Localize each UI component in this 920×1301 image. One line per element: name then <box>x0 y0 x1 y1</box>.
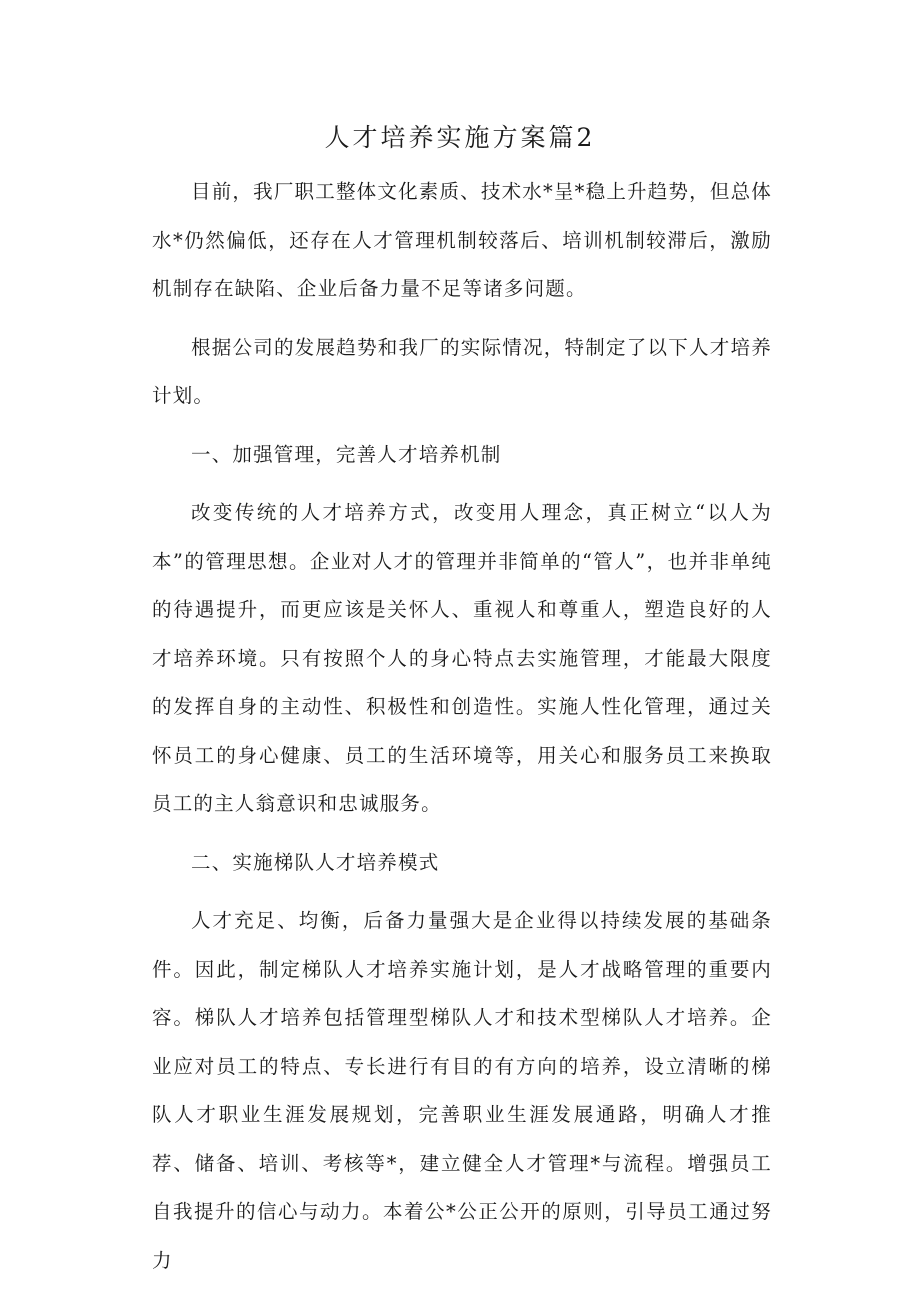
section-heading-1: 一、加强管理，完善人才培养机制 <box>191 442 502 466</box>
paragraph-section-2: 人才充足、均衡，后备力量强大是企业得以持续发展的基础条件。因此，制定梯队人才培养实施计划，是人才战略管理的重要内容。梯队人才培养包括管理型梯队人才和技术型梯队人才培养。企业应对员工的特点、专长进行有目的有方向的培养，设立清晰的梯队人才职业生涯发展规划，完善职业生涯发展通路，明确人才推荐、储备、培训、考核等*，建立健全人才管理*与流程。增强员工自我提升的信心与动力。本着公*公正公开的原则，引导员工通过努力 <box>152 909 772 1272</box>
paragraph-intro: 目前，我厂职工整体文化素质、技术水*呈*稳上升趋势，但总体水*仍然偏低，还存在人才管理机制较落后、培训机制较滞后，激励机制存在缺陷、企业后备力量不足等诸多问题。 <box>152 180 772 300</box>
document-body <box>152 168 772 1295</box>
section-heading-2: 二、实施梯队人才培养模式 <box>191 850 440 874</box>
paragraph-purpose: 根据公司的发展趋势和我厂的实际情况，特制定了以下人才培养计划。 <box>152 335 772 407</box>
paragraph-section-1: 改变传统的人才培养方式，改变用人理念，真正树立“以人为本”的管理思想。企业对人才的管理并非简单的“管人”，也并非单纯的待遇提升，而更应该是关怀人、重视人和尊重人，塑造良好的人才培养环境。只有按照个人的身心特点去实施管理，才能最大限度的发挥自身的主动性、积极性和创造性。实施人性化管理，通过关怀员工的身心健康、员工的生活环境等，用关心和服务员工来换取员工的主人翁意识和忠诚服务。 <box>152 501 772 815</box>
document-title: 人才培养实施方案篇2 <box>324 123 596 152</box>
